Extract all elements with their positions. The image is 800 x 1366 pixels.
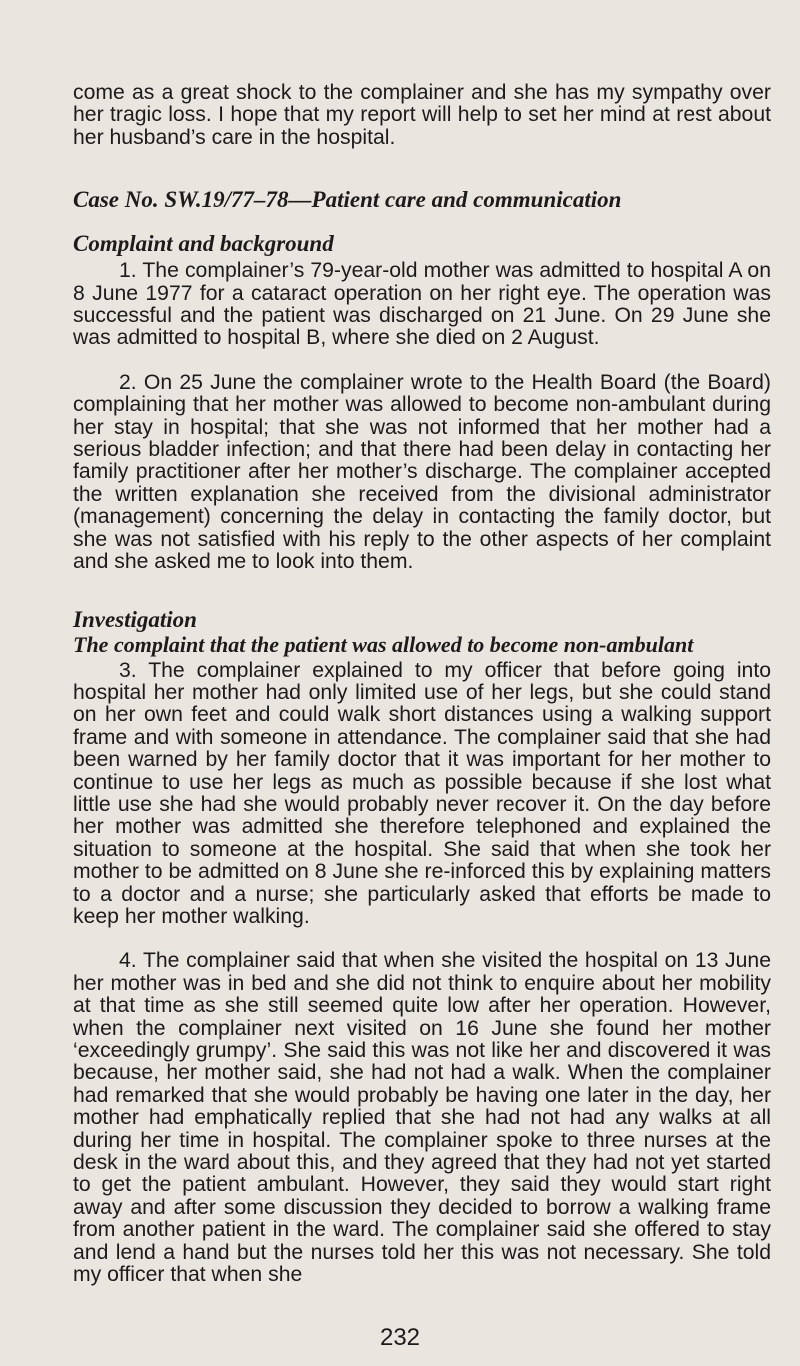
paragraph-3: 3. The complainer explained to my officer that before going into hospital her mother had only limited use of her legs, but she could stand on her own feet and could walk short distances using a walking support frame and with someone in attendance. The complainer said that she had been warned by her family doctor that it was important for her mother to continue to use her legs as much as possible because if she lost what little use she had she would probably never recover it. On the day before her mother was admitted she therefore telephoned and explained the situation to someone at the hospital. She said that when she took her mother to be admitted on 8 June she re-inforced this by explaining matters to a doctor and a nurse; she particularly asked that efforts be made to keep her mother walking.: [73, 658, 771, 928]
investigation-section-heading: Investigation: [73, 606, 197, 632]
complaint-section-heading: Complaint and background: [73, 231, 334, 257]
paragraph-2: 2. On 25 June the complainer wrote to the Health Board (the Board) complaining that her mother was allowed to become non-ambulant during her stay in hospital; that she was not informed that her mother had a serious bladder infection; and that there had been delay in contacting her family practitioner after her mother’s discharge. The complainer accepted the written explanation she received from the divisional administrator (management) concerning the delay in contacting the family doctor, but she was not satisfied with his reply to the other aspects of her complaint and she asked me to look into them.: [73, 370, 771, 574]
page-content: [73, 82, 771, 1286]
investigation-subheading: The complaint that the patient was allowed to become non-ambulant: [73, 631, 694, 657]
paragraph-1: 1. The complainer’s 79-year-old mother was admitted to hospital A on 8 June 1977 for a cataract operation on her right eye. The operation was successful and the patient was discharged on 21 June. On 29 June she was admitted to hospital B, where she died on 2 August.: [73, 259, 771, 350]
case-heading: Case No. SW.19/77–78—Patient care and communication: [73, 187, 622, 213]
paragraph-4: 4. The complainer said that when she visited the hospital on 13 June her mother was in bed and she did not think to enquire about her mobility at that time as she still seemed quite low after her operation. However, when the complainer next visited on 16 June she found her mother ‘exceedingly grumpy’. She said this was not like her and discovered it was because, her mother said, she had not had a walk. When the complainer had remarked that she would probably be having one later in the day, her mother had emphatically replied that she had not had any walks at all during her time in hospital. The complainer spoke to three nurses at the desk in the ward about this, and they agreed that they had not yet started to get the patient ambulant. However, they said they would start right away and after some discussion they decided to borrow a walking frame from another patient in the ward. The complainer said she offered to stay and lend a hand but the nurses told her this was not necessary. She told my officer that when she: [73, 949, 771, 1287]
continuation-paragraph: come as a great shock to the complainer and she has my sympathy over her tragic loss. I hope that my report will help to set her mind at rest about her husband’s care in the hospital.: [73, 81, 771, 149]
page-number: 232: [379, 1324, 421, 1351]
